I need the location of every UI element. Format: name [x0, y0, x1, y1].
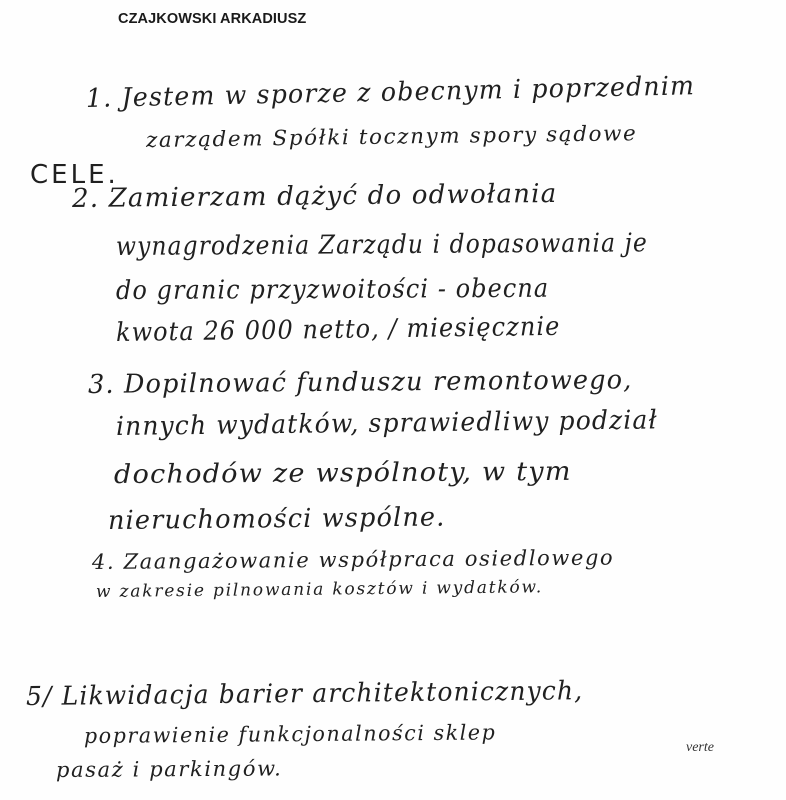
- item-4-line-2: w zakresie pilnowania kosztów i wydatków.: [95, 577, 544, 602]
- item-2-line-4: kwota 26 000 netto, / miesięcznie: [115, 311, 561, 348]
- cele-label: CELE.: [30, 160, 119, 190]
- author-name: CZAJKOWSKI ARKADIUSZ: [118, 11, 307, 27]
- item-2-line-2: wynagrodzenia Zarządu i dopasowania je: [115, 228, 648, 262]
- item-1-line-2: zarządem Spółki tocznym spory sądowe: [145, 121, 638, 152]
- item-5-line-1: 5/ Likwidacja barier architektonicznych,: [25, 676, 584, 712]
- item-3-line-3: dochodów ze wspólnoty, w tym: [113, 456, 572, 490]
- verte-note: verte: [686, 740, 714, 755]
- item-4-line-1: 4. Zaangażowanie współpraca osiedlowego: [91, 545, 615, 574]
- item-5-line-2: poprawienie funkcjonalności sklep: [83, 720, 497, 748]
- item-2-line-3: do granic przyzwoitości - obecna: [115, 273, 550, 306]
- item-3-line-4: nieruchomości wspólne.: [107, 502, 446, 536]
- item-3-line-1: 3. Dopilnować funduszu remontowego,: [87, 365, 633, 400]
- item-2-line-1: 2. Zamierzam dążyć do odwołania: [71, 178, 558, 214]
- item-1-line-1: 1. Jestem w sporze z obecnym i poprzednim: [85, 71, 696, 114]
- item-3-line-2: innych wydatków, sprawiedliwy podział: [115, 405, 658, 442]
- item-5-line-3: pasaż i parkingów.: [55, 756, 283, 782]
